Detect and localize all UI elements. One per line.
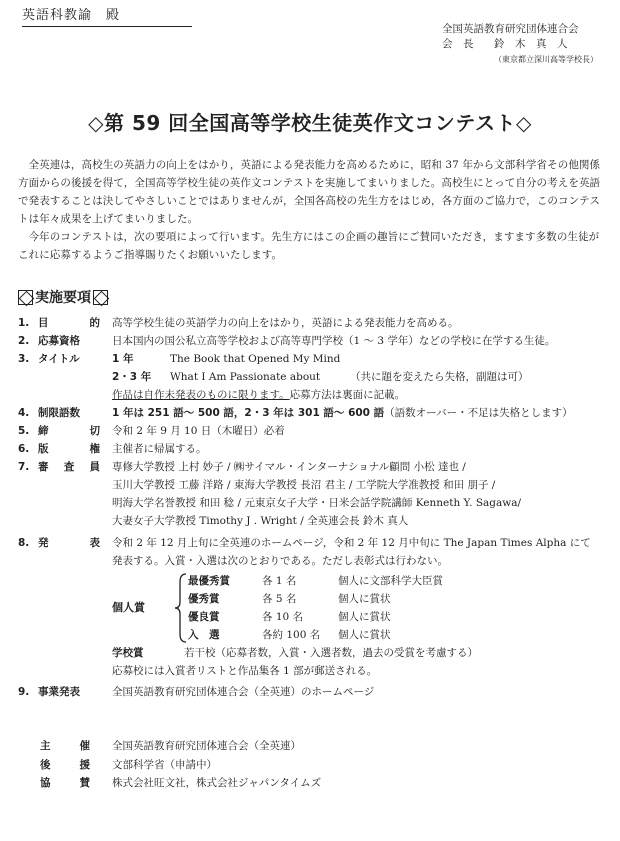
president-school: （東京都立深川高等学校長） <box>494 55 598 64</box>
label-char: 発 <box>38 537 49 549</box>
item-judges <box>18 458 606 476</box>
item-label <box>38 404 112 422</box>
label-text: タイトル <box>38 353 80 365</box>
diamond-box-icon <box>18 290 33 305</box>
original-work-note: 作品は自作未発表のものに限ります。 <box>112 389 290 401</box>
label-char: 的 <box>89 317 100 329</box>
label-char: 表 <box>89 537 100 549</box>
judge-line: 専修大学教授 上村 妙子 / ㈱サイマル・インターナショナル顧問 小松 達也 / <box>112 461 466 473</box>
president-name: 鈴 木 真 人 <box>494 38 568 50</box>
award-row <box>188 590 443 608</box>
title-note: （共に題を変えたら失格，副題は可） <box>350 371 529 383</box>
label-char: 査 <box>63 461 75 473</box>
item-value: 令和 2 年 9 月 10 日（木曜日）必着 <box>112 425 285 437</box>
judge-line: 明海大学名誉教授 和田 稔 / 元東京女子大学・日米会話学院講師 Kenneth Y. Sagawa/ <box>112 497 522 509</box>
judge-line: 大妻女子大学教授 Timothy J . Wright / 全英連会長 鈴木 真人 <box>112 515 409 527</box>
item-value: 日本国内の国公私立高等学校および高等専門学校（1 ～ 3 学年）などの学校に在学する生徒。 <box>112 335 556 347</box>
intro-paragraph: 全英連は，高校生の英語力の向上をはかり，英語による発表能力を高めるために，昭和 37 年から文部科学省その他関係方面からの後援を得て，全国高等学校生徒の英作文コンテストを実施してまいりました。高校生にとって自分の考えを英語で発表することは決してやさしいことではありませんが，全国各高校の先生方をはじめ，各方面のご協力で，このコンテストは年々成果を上げてまいりました。 <box>18 159 601 225</box>
school-award-value: 若干校（応募者数，入賞・入選者数，過去の受賞を考慮する） <box>184 647 478 659</box>
diamond-box-icon <box>93 290 108 305</box>
item-word-limit <box>18 404 606 422</box>
item-value: 全国英語教育研究団体連合会（全英連）のホームページ <box>112 686 375 698</box>
award-row <box>188 572 443 590</box>
item-value: 主催者に帰属する。 <box>112 443 207 455</box>
title-line-grade1 <box>112 350 606 368</box>
award-name: 優秀賞 <box>188 593 220 605</box>
label-char: 目 <box>38 317 49 329</box>
award-prize: 個人に賞状 <box>338 593 391 605</box>
sponsor-label <box>40 774 112 793</box>
item-number: 3. <box>18 353 30 365</box>
award-count: 各 1 名 <box>262 575 297 587</box>
award-prize: 個人に賞状 <box>338 611 391 623</box>
mail-note: 応募校には入賞者リストと作品集各 1 部が郵送される。 <box>112 665 378 677</box>
label-char: 締 <box>38 425 49 437</box>
label-char: 協 <box>40 777 51 789</box>
label-char: 催 <box>79 740 90 752</box>
title-line-grade23 <box>18 368 606 386</box>
grade-label: 2・3 年 <box>112 371 152 383</box>
item-titles <box>18 350 606 368</box>
item-announcement <box>18 534 606 552</box>
president-title: 会 長 <box>442 38 474 50</box>
awards-block <box>18 572 606 680</box>
award-prize: 個人に賞状 <box>338 629 391 641</box>
award-name: 優良賞 <box>188 611 220 623</box>
school-award-label: 学校賞 <box>112 647 144 659</box>
item-eligibility <box>18 332 606 350</box>
item-label <box>38 458 112 476</box>
sponsor-value: 株式会社旺文社，株式会社ジャパンタイムズ <box>112 777 322 789</box>
label-text: 応募資格 <box>38 335 80 347</box>
sponsor-value: 全国英語教育研究団体連合会（全英連） <box>112 740 301 752</box>
item-number: 9. <box>18 686 30 698</box>
label-char: 賛 <box>79 777 90 789</box>
label-char: 審 <box>38 461 49 473</box>
label-char: 後 <box>40 758 51 771</box>
item-number: 6. <box>18 443 30 455</box>
label-text: 事業発表 <box>38 686 80 698</box>
item-number: 2. <box>18 335 30 347</box>
org-name: 全国英語教育研究団体連合会 <box>442 23 579 35</box>
label-char: 援 <box>79 758 90 771</box>
section-heading <box>18 287 108 307</box>
item-results <box>18 683 606 701</box>
sponsor-row-cosponsor <box>40 774 321 793</box>
item-number: 4. <box>18 407 30 419</box>
application-note: 応募方法は裏面に記載。 <box>289 389 406 401</box>
individual-awards <box>112 572 606 644</box>
item-copyright <box>18 440 606 458</box>
item-label <box>38 422 112 440</box>
essay-title: What I Am Passionate about <box>170 371 321 383</box>
document-title: ◇第 59 回全国高等学校生徒英作文コンテスト◇ <box>88 111 532 135</box>
title-rule-note <box>18 386 606 404</box>
label-char: 員 <box>89 461 100 473</box>
intro-paragraph: 今年のコンテストは，次の要項によって行います。先生方にはこの企画の趣旨にご賛同いただき，ますます多数の生徒がこれに応募するようご指導賜りたくお願いいたします。 <box>18 231 600 261</box>
award-count: 各 10 名 <box>262 611 304 623</box>
item-value: 高等学校生徒の英語学力の向上をはかり，英語による発表能力を高める。 <box>112 317 459 329</box>
label-char: 切 <box>89 425 100 437</box>
sponsor-label <box>40 737 112 756</box>
judge-line: 玉川大学教授 工藤 洋路 / 東海大学教授 長沼 君主 / 工学院大学准教授 和田 朋子 / <box>112 479 496 491</box>
award-prize: 個人に文部科学大臣賞 <box>338 575 443 587</box>
label-char: 主 <box>40 740 51 752</box>
item-label <box>38 332 112 350</box>
award-count: 各約 100 名 <box>262 629 321 641</box>
sponsors-block <box>40 737 321 793</box>
item-number: 8. <box>18 537 30 549</box>
intro-text <box>18 156 602 264</box>
individual-award-label: 個人賞 <box>112 601 145 614</box>
item-purpose <box>18 314 606 332</box>
item-label <box>38 534 112 552</box>
president-line <box>442 37 598 52</box>
award-count: 各 5 名 <box>262 593 297 605</box>
item-label <box>38 314 112 332</box>
item-number: 1. <box>18 317 30 329</box>
sender-block <box>442 22 598 67</box>
section-title: 実施要項 <box>35 290 91 306</box>
award-name: 入 選 <box>188 629 220 641</box>
school-award <box>112 644 606 662</box>
essay-title: The Book that Opened My Mind <box>170 353 341 365</box>
item-label <box>38 350 112 368</box>
sponsor-label <box>40 756 112 775</box>
label-char: 版 <box>38 443 49 455</box>
addressee: 英語科教諭 殿 <box>22 4 192 27</box>
item-number: 7. <box>18 461 30 473</box>
award-row <box>188 608 443 626</box>
sponsor-row-support <box>40 756 321 775</box>
item-label <box>38 683 112 701</box>
awards-table <box>188 572 443 644</box>
grade-label: 1 年 <box>112 353 134 365</box>
award-row <box>188 626 443 644</box>
word-limit-note: （語数オーバー・不足は失格とします） <box>384 407 573 419</box>
item-deadline <box>18 422 606 440</box>
sponsor-value: 文部科学省（申請中） <box>112 758 217 771</box>
guidelines-list <box>18 314 606 701</box>
label-text: 制限語数 <box>38 407 80 419</box>
sponsor-row-organizer <box>40 737 321 756</box>
item-number: 5. <box>18 425 30 437</box>
announcement-line: 発表する。入賞・入選は次のとおりである。ただし表彰式は行わない。 <box>112 555 448 567</box>
announcement-line: 令和 2 年 12 月上旬に全英連のホームページ，令和 2 年 12 月中旬に The Japan Times Alpha にて <box>112 537 591 549</box>
brace-icon <box>174 572 188 644</box>
label-char: 権 <box>89 443 100 455</box>
award-name: 最優秀賞 <box>188 575 230 587</box>
item-label <box>38 440 112 458</box>
word-limit-value: 1 年は 251 語～ 500 語，2・3 年は 301 語～ 600 語 <box>112 407 385 419</box>
